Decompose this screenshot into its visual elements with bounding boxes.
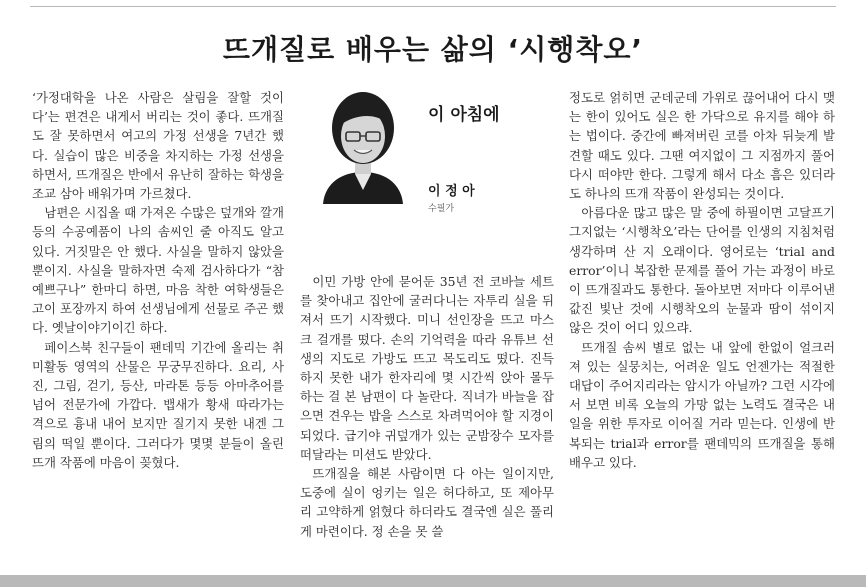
author-name: 이 정 아 xyxy=(428,184,475,199)
paragraph: 아름다운 많고 많은 말 중에 하필이면 고달프기 그지없는 ‘시행착오’라는 단어를 인생의 지침처럼 생각하며 산 지 오래이다. 영어로는 ‘trial and error’이니 복잡한 문제를 풀어 가는 과정이 바로 이 뜨개질과도 통한다. 돌아보면 저마다 이루어낸 값진 빛난 것에 시행착오의 눈물과 땀이 섞이지 않은 것이 어디 있으랴. xyxy=(569,205,835,336)
paragraph: 뜨개질을 해본 사람이면 다 아는 일이지만, 도중에 실이 엉키는 일은 허다하고, 또 제아무리 고약하게 얽혔다 하더라도 결국엔 실은 풀리게 마련이다. 정 손을 못 쓸 xyxy=(300,466,554,539)
bottom-bar xyxy=(0,575,866,587)
column-text-3 xyxy=(569,88,835,472)
column-name: 이 아침에 xyxy=(428,105,500,125)
paragraph: 뜨개질 솜씨 별로 없는 내 앞에 한없이 얼크러져 있는 실뭉치는, 어려운 일도 언젠가는 적절한 대답이 주어지리라는 암시가 아닐까? 그런 시각에서 보면 비록 오늘의 가망 없는 노력도 결국은 내일을 위한 투자로 이어질 거라 믿는다. 인생에 반복되는 trial과 error를 팬데믹의 뜨개질을 통해 배우고 있다. xyxy=(569,339,835,470)
column-text-2 xyxy=(300,272,554,541)
paragraph: ‘가정대학을 나온 사람은 살림을 잘할 것이다’는 편견은 내게서 버리는 것이 좋다. 뜨개질도 잘 못하면서 여고의 가정 선생을 7년간 했다. 실습이 많은 비중을 차지하는 가정 선생을 하면서, 뜨개질은 반에서 유난히 잘하는 학생을 조교 삼아 배워가며 가르쳤다. xyxy=(32,90,284,202)
headline: 뜨개질로 배우는 삶의 ‘시행착오’ xyxy=(222,33,644,66)
top-rule xyxy=(30,6,836,7)
author-photo xyxy=(315,86,411,204)
column-text-1 xyxy=(32,88,284,472)
paragraph: 정도로 얽히면 군데군데 가위로 끊어내어 다시 맺는 한이 있어도 실은 한 가닥으로 유지를 해야 하는 법이다. 중간에 빠져버린 코를 아차 뒤늦게 발견할 때도 있다. 그땐 여지없이 그 지점까지 풀어 다시 떠야만 한다. 그렇게 해서 다소 흠은 있더라도 하나의 뜨개 작품이 완성되는 것이다. xyxy=(569,90,835,202)
author-role: 수필가 xyxy=(428,204,455,214)
paragraph: 페이스북 친구들이 팬데믹 기간에 올리는 취미활동 영역의 산물은 무궁무진하다. 요리, 사진, 그림, 걷기, 등산, 마라톤 등등 아마추어를 넘어 전문가에 가깝다. 뱁새가 황새 따라가는 격으로 흉내 내어 보지만 질기지 못한 내겐 그림의 떡일 뿐이다. 그러다가 몇몇 분들이 올린 뜨개 작품에 마음이 꽂혔다. xyxy=(32,339,284,470)
paragraph: 남편은 시집올 때 가져온 수많은 덮개와 깔개 등의 수공예품이 나의 솜씨인 줄 아직도 알고 있다. 거짓말은 안 했다. 사실을 말하지 않았을 뿐이지. 사실을 말하자면 숙제 검사하다가 “참 예쁘구나” 한마디 하면, 마음 착한 여학생들은 고이 포장까지 하여 선생님에게 선물로 주곤 했다. 옛날이야기이긴 하다. xyxy=(32,205,284,336)
paragraph: 이민 가방 안에 묻어둔 35년 전 코바늘 세트를 찾아내고 집안에 굴러다니는 자투리 실을 뒤져서 뜨기 시작했다. 미니 선인장을 뜨고 마스크 걸개를 떴다. 손의 기억력을 따라 유튜브 선생의 지도로 가방도 뜨고 목도리도 떴다. 진득하지 못한 내가 한자리에 몇 시간씩 앉아 몰두하는 걸 본 남편이 다 놀란다. 직녀가 바늘을 잡으면 견우는 밥을 스스로 차려먹어야 할 지경이 되었다. 급기야 귀덮개가 있는 군밤장수 모자를 떠달라는 미션도 받았다. xyxy=(300,274,554,462)
